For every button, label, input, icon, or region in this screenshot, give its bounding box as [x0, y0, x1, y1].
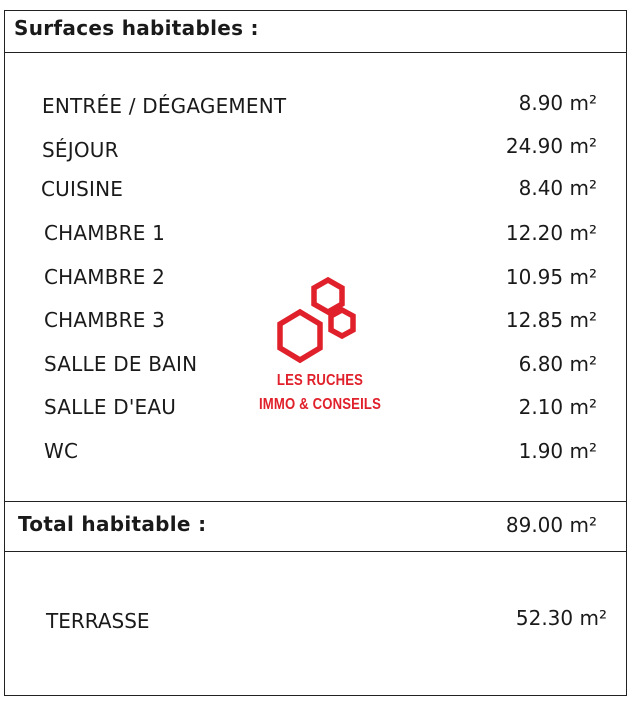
room-label: CHAMBRE 1	[44, 221, 166, 245]
room-label: SALLE DE BAIN	[44, 352, 198, 376]
room-area: 1.90 m²	[518, 439, 597, 463]
room-area: 10.95 m²	[505, 265, 597, 289]
company-logo	[232, 270, 408, 430]
total-bottom-divider	[4, 551, 627, 552]
logo-line-2: IMMO & CONSEILS	[258, 396, 382, 413]
total-label: Total habitable :	[18, 512, 207, 536]
room-label: CHAMBRE 3	[44, 308, 166, 332]
header-divider	[4, 52, 627, 53]
room-area: 12.85 m²	[505, 308, 597, 332]
room-area: 12.20 m²	[505, 221, 597, 245]
room-label: CUISINE	[41, 177, 124, 201]
logo-line-1: LES RUCHES	[276, 372, 364, 389]
room-label: SÉJOUR	[42, 138, 119, 162]
room-label: WC	[44, 439, 79, 463]
room-label: ENTRÉE / DÉGAGEMENT	[42, 94, 287, 118]
terrace-area: 52.30 m²	[515, 606, 607, 630]
hexagon-honeycomb-icon	[276, 272, 364, 370]
room-area: 6.80 m²	[518, 352, 597, 376]
room-area: 24.90 m²	[505, 134, 597, 158]
section-title: Surfaces habitables :	[14, 16, 259, 40]
room-label: SALLE D'EAU	[44, 395, 177, 419]
total-top-divider	[4, 501, 627, 502]
room-area: 8.40 m²	[518, 176, 597, 200]
terrace-label: TERRASSE	[46, 609, 150, 633]
room-area: 8.90 m²	[518, 91, 597, 115]
room-label: CHAMBRE 2	[44, 265, 166, 289]
room-area: 2.10 m²	[518, 395, 597, 419]
total-area: 89.00 m²	[505, 513, 597, 537]
